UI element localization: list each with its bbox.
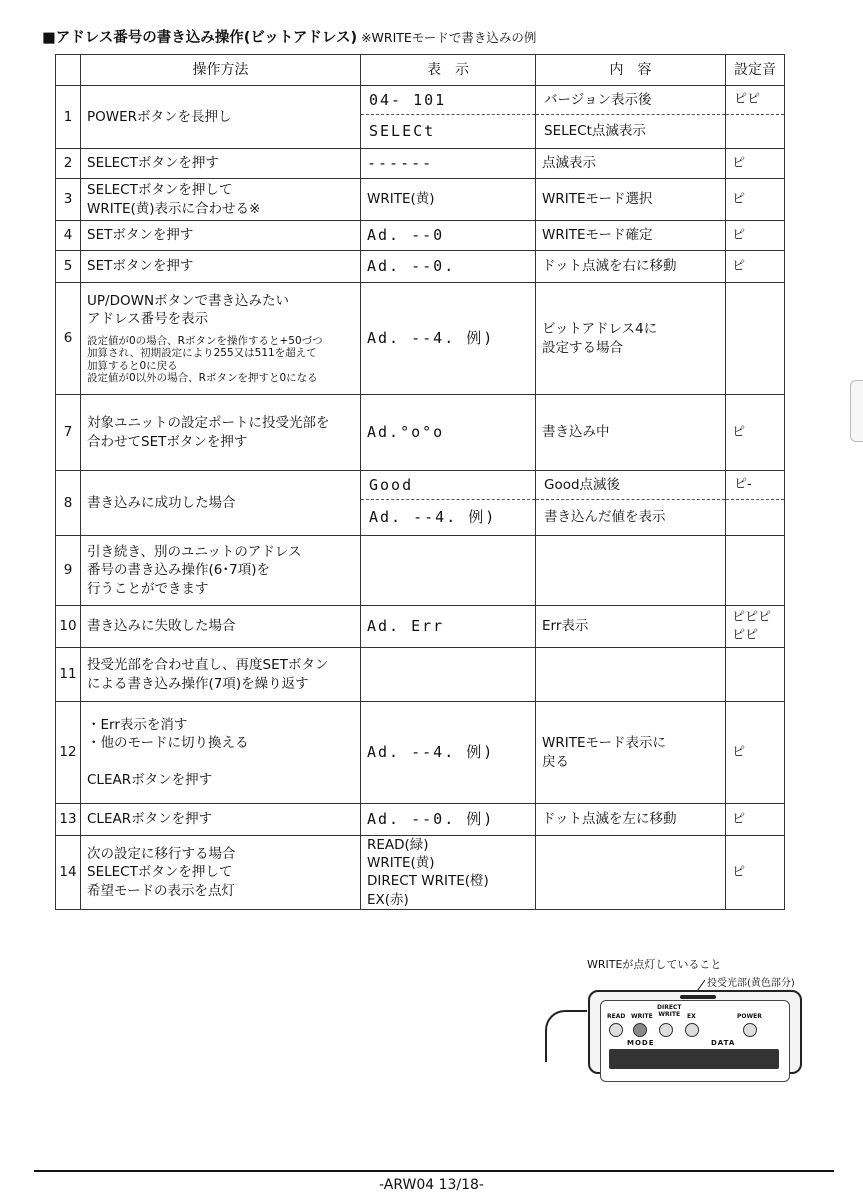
display-cell bbox=[361, 648, 536, 702]
power-button[interactable] bbox=[743, 1023, 757, 1037]
display-cell: Ad. --4. 例) bbox=[361, 702, 536, 804]
operation-text: SELECTボタンを押す bbox=[87, 155, 219, 172]
display-bottom: Ad. --4. 例) bbox=[369, 508, 497, 527]
display-cell bbox=[361, 471, 536, 536]
table-body bbox=[56, 86, 785, 910]
operation-text: ・Err表示を消す ・他のモードに切り換える CLEARボタンを押す bbox=[87, 717, 249, 788]
operation-text: 投受光部を合わせ直し、再度SETボタン による書き込み操作(7項)を繰り返す bbox=[87, 657, 329, 692]
content-cell bbox=[536, 648, 726, 702]
cable-icon bbox=[545, 1010, 587, 1062]
table-row bbox=[56, 648, 785, 702]
read-button[interactable] bbox=[609, 1023, 623, 1037]
sound-cell: ピ bbox=[726, 221, 785, 251]
display-bottom: SELECt bbox=[369, 122, 436, 141]
direct-write-button[interactable] bbox=[659, 1023, 673, 1037]
display-cell: Ad. --0. bbox=[361, 251, 536, 283]
operation-cell bbox=[81, 702, 361, 804]
operation-cell bbox=[81, 221, 361, 251]
operation-note: 設定値が0の場合、Rボタンを操作すると+50づつ 加算され、初期設定により255又は511を超えて 加算すると0に戻る 設定値が0以外の場合、Rボタンを押すと0になる bbox=[87, 334, 323, 385]
sound-cell: ピ bbox=[726, 149, 785, 179]
operation-cell bbox=[81, 395, 361, 471]
mode-group-label: MODE bbox=[627, 1039, 655, 1047]
read-label: READ bbox=[607, 1013, 626, 1020]
operation-text: 次の設定に移行する場合 SELECTボタンを押して 希望モードの表示を点灯 bbox=[87, 846, 236, 899]
display-cell: Ad. --4. 例) bbox=[361, 283, 536, 395]
row-number: 3 bbox=[56, 179, 81, 221]
display-cell bbox=[361, 86, 536, 149]
content-cell: 書き込み中 bbox=[536, 395, 726, 471]
page-footer: -ARW04 13/18- bbox=[379, 1177, 484, 1193]
sound-top: ピ- bbox=[726, 471, 784, 500]
ex-label: EX bbox=[687, 1013, 696, 1020]
content-bottom: 書き込んだ値を表示 bbox=[544, 509, 666, 526]
table-row bbox=[56, 471, 785, 536]
operation-cell bbox=[81, 149, 361, 179]
operation-text: POWERボタンを長押し bbox=[87, 108, 232, 125]
content-cell bbox=[536, 536, 726, 606]
content-cell bbox=[536, 836, 726, 910]
content-cell: WRITEモード確定 bbox=[536, 221, 726, 251]
operation-cell bbox=[81, 86, 361, 149]
content-cell: Err表示 bbox=[536, 606, 726, 648]
row-number: 10 bbox=[56, 606, 81, 648]
content-cell bbox=[536, 471, 726, 536]
display-cell: ------ bbox=[361, 149, 536, 179]
table-row bbox=[56, 606, 785, 648]
content-cell bbox=[536, 86, 726, 149]
title-note: ※WRITEモードで書き込みの例 bbox=[361, 30, 537, 45]
row-number: 11 bbox=[56, 648, 81, 702]
row-number: 12 bbox=[56, 702, 81, 804]
header-content: 内 容 bbox=[536, 55, 726, 86]
digit-display bbox=[609, 1049, 779, 1069]
sound-bottom bbox=[726, 500, 784, 535]
display-cell: Ad. --0. 例) bbox=[361, 804, 536, 836]
content-cell: 点滅表示 bbox=[536, 149, 726, 179]
content-bottom: SELECt点滅表示 bbox=[544, 123, 646, 140]
row-number: 6 bbox=[56, 283, 81, 395]
device-body bbox=[588, 990, 802, 1074]
content-cell: WRITEモード選択 bbox=[536, 179, 726, 221]
sound-cell: ピピピ ピピ bbox=[726, 606, 785, 648]
display-top: Good bbox=[361, 471, 535, 500]
header-no bbox=[56, 55, 81, 86]
content-cell: ドット点滅を右に移動 bbox=[536, 251, 726, 283]
header-sound: 設定音 bbox=[726, 55, 785, 86]
operation-cell bbox=[81, 648, 361, 702]
power-label: POWER bbox=[737, 1013, 762, 1020]
content-top: バージョン表示後 bbox=[536, 86, 725, 115]
table-row bbox=[56, 536, 785, 606]
sound-cell: ピ bbox=[726, 804, 785, 836]
display-cell: Ad. --0 bbox=[361, 221, 536, 251]
operation-text: 書き込みに失敗した場合 bbox=[87, 618, 236, 635]
table-row bbox=[56, 149, 785, 179]
sound-cell: ピ bbox=[726, 179, 785, 221]
device-illustration bbox=[545, 950, 805, 1060]
emitter-caption: 投受光部(黄色部分) bbox=[707, 978, 795, 989]
header-display: 表 示 bbox=[361, 55, 536, 86]
operation-cell bbox=[81, 606, 361, 648]
row-number: 8 bbox=[56, 471, 81, 536]
direct-write-label: DIRECT WRITE bbox=[657, 1004, 682, 1018]
write-lit-caption: WRITEが点灯していること bbox=[587, 958, 722, 971]
table-row bbox=[56, 283, 785, 395]
write-label: WRITE bbox=[631, 1013, 653, 1020]
operation-cell bbox=[81, 804, 361, 836]
operation-table bbox=[55, 54, 785, 910]
sound-cell bbox=[726, 283, 785, 395]
row-number: 7 bbox=[56, 395, 81, 471]
display-cell: Ad. Err bbox=[361, 606, 536, 648]
operation-cell bbox=[81, 536, 361, 606]
sound-cell: ピ bbox=[726, 251, 785, 283]
table-row bbox=[56, 702, 785, 804]
display-cell: READ(緑) WRITE(黄) DIRECT WRITE(橙) EX(赤) bbox=[361, 836, 536, 910]
title-text: ■アドレス番号の書き込み操作(ビットアドレス) bbox=[42, 30, 358, 46]
ex-button[interactable] bbox=[685, 1023, 699, 1037]
sound-cell bbox=[726, 536, 785, 606]
sound-top: ピピ bbox=[726, 86, 784, 115]
data-group-label: DATA bbox=[711, 1039, 736, 1047]
content-cell: ビットアドレス4に 設定する場合 bbox=[536, 283, 726, 395]
table-row bbox=[56, 804, 785, 836]
sound-cell bbox=[726, 471, 785, 536]
content-top: Good点滅後 bbox=[536, 471, 725, 500]
table-row bbox=[56, 395, 785, 471]
table-row bbox=[56, 179, 785, 221]
table-row bbox=[56, 86, 785, 149]
row-number: 5 bbox=[56, 251, 81, 283]
table-row bbox=[56, 221, 785, 251]
sound-cell bbox=[726, 86, 785, 149]
operation-cell bbox=[81, 179, 361, 221]
operation-text: SETボタンを押す bbox=[87, 227, 194, 244]
row-number: 1 bbox=[56, 86, 81, 149]
operation-text: UP/DOWNボタンで書き込みたい アドレス番号を表示 bbox=[87, 293, 290, 328]
sound-cell: ピ bbox=[726, 395, 785, 471]
operation-text: 書き込みに成功した場合 bbox=[87, 494, 236, 511]
write-button[interactable] bbox=[633, 1023, 647, 1037]
display-top: 04- 101 bbox=[361, 86, 535, 115]
operation-text: CLEARボタンを押す bbox=[87, 811, 213, 828]
content-cell: WRITEモード表示に 戻る bbox=[536, 702, 726, 804]
table-row bbox=[56, 836, 785, 910]
table-row bbox=[56, 251, 785, 283]
page-title bbox=[42, 26, 536, 47]
device-panel bbox=[600, 1000, 790, 1082]
row-number: 2 bbox=[56, 149, 81, 179]
table-header-row bbox=[56, 55, 785, 86]
operation-text: 対象ユニットの設定ポートに投受光部を 合わせてSETボタンを押す bbox=[87, 415, 330, 450]
operation-text: SETボタンを押す bbox=[87, 258, 194, 275]
row-number: 14 bbox=[56, 836, 81, 910]
content-cell: ドット点滅を左に移動 bbox=[536, 804, 726, 836]
operation-cell bbox=[81, 836, 361, 910]
display-cell: Ad.°o°o bbox=[361, 395, 536, 471]
sound-cell: ピ bbox=[726, 836, 785, 910]
display-cell bbox=[361, 536, 536, 606]
emitter-window-icon bbox=[680, 995, 716, 999]
operation-text: SELECTボタンを押して WRITE(黄)表示に合わせる※ bbox=[87, 182, 261, 217]
operation-text: 引き続き、別のユニットのアドレス 番号の書き込み操作(6･7項)を 行うことができます bbox=[87, 544, 302, 597]
row-number: 9 bbox=[56, 536, 81, 606]
operation-cell bbox=[81, 471, 361, 536]
footer-rule bbox=[34, 1170, 834, 1172]
sound-bottom bbox=[726, 115, 784, 148]
display-cell: WRITE(黄) bbox=[361, 179, 536, 221]
row-number: 4 bbox=[56, 221, 81, 251]
sound-cell bbox=[726, 648, 785, 702]
header-operation: 操作方法 bbox=[81, 55, 361, 86]
sound-cell: ピ bbox=[726, 702, 785, 804]
operation-cell bbox=[81, 251, 361, 283]
row-number: 13 bbox=[56, 804, 81, 836]
operation-cell bbox=[81, 283, 361, 395]
scroll-handle[interactable] bbox=[850, 380, 863, 442]
